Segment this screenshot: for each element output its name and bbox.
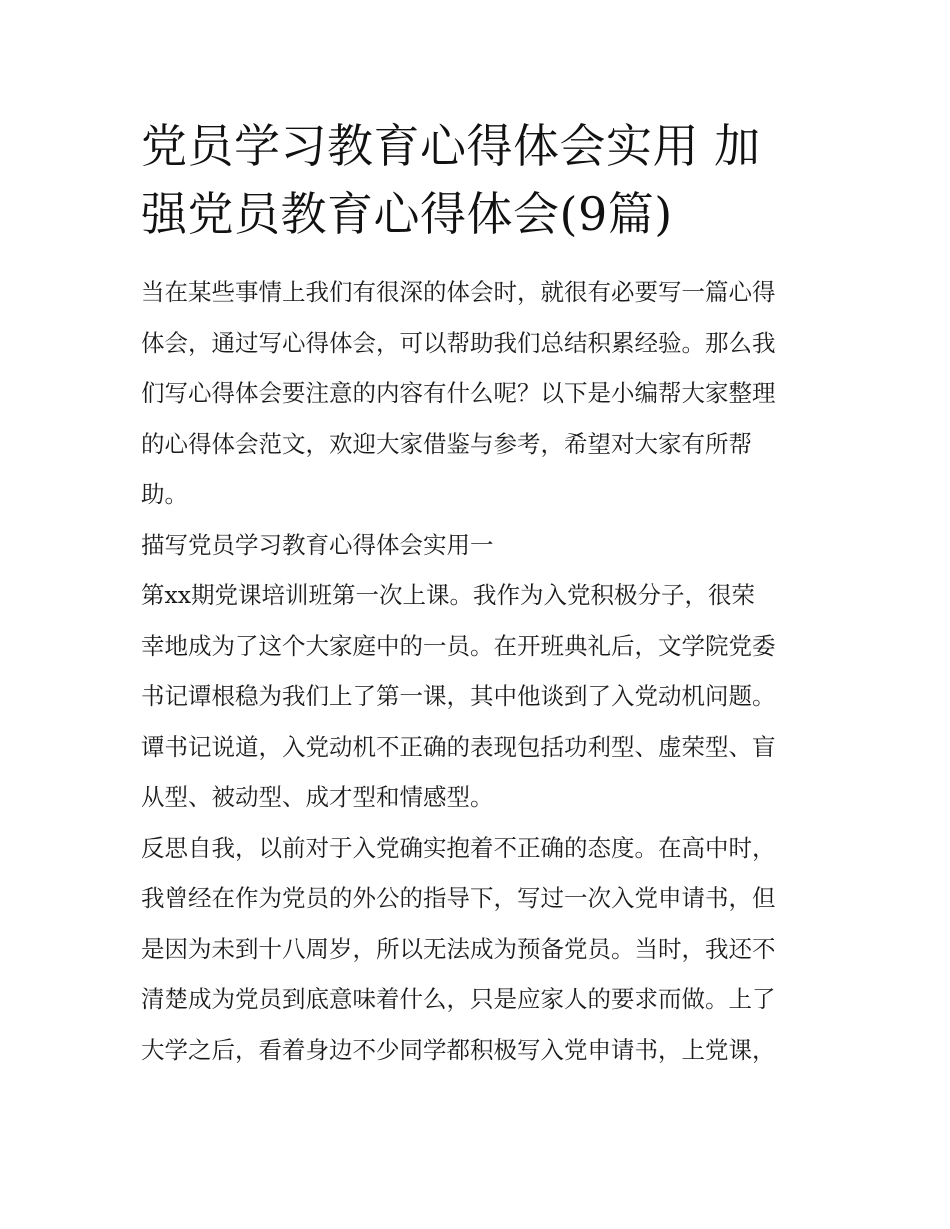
text-line: 的心得体会范文，欢迎大家借鉴与参考，希望对大家有所帮 [141, 429, 752, 458]
title-line: 党员学习教育心得体会实用 加 [141, 119, 761, 173]
text-line: 大学之后，看着身边不少同学都积极写入党申请书，上党课， [141, 1035, 776, 1064]
text-line: 第xx期党课培训班第一次上课。我作为入党积极分子，很荣 [141, 581, 756, 609]
text-line: 是因为未到十八周岁，所以无法成为预备党员。当时，我还不 [141, 934, 776, 963]
text-line: 清楚成为党员到底意味着什么，只是应家人的要求而做。上了 [141, 985, 776, 1013]
text-line: 助。 [141, 480, 188, 508]
text-line: 反思自我，以前对于入党确实抱着不正确的态度。在高中时， [141, 833, 776, 862]
text-line: 谭书记说道，入党动机不正确的表现包括功利型、虚荣型、盲 [141, 732, 776, 761]
text-line: 幸地成为了这个大家庭中的一员。在开班典礼后，文学院党委 [141, 631, 776, 660]
text-line: 描写党员学习教育心得体会实用一 [141, 530, 494, 559]
text-line: 体会，通过写心得体会，可以帮助我们总结积累经验。那么我 [141, 328, 776, 357]
body-paragraph [141, 823, 813, 1076]
text-line: 当在某些事情上我们有很深的体会时，就很有必要写一篇心得 [141, 278, 776, 306]
document-content [141, 112, 813, 1075]
text-line: 从型、被动型、成才型和情感型。 [141, 783, 494, 811]
body-paragraph [141, 570, 813, 823]
title-line: 强党员教育心得体会(9篇) [141, 187, 673, 241]
intro-paragraph [141, 267, 813, 520]
text-line: 我曾经在作为党员的外公的指导下，写过一次入党申请书，但 [141, 884, 776, 912]
text-line: 书记谭根稳为我们上了第一课，其中他谈到了入党动机问题。 [141, 682, 776, 710]
section-heading [141, 520, 813, 571]
text-line: 们写心得体会要注意的内容有什么呢？以下是小编帮大家整理 [141, 379, 776, 407]
document-title [141, 112, 813, 248]
document-body [141, 267, 813, 1075]
